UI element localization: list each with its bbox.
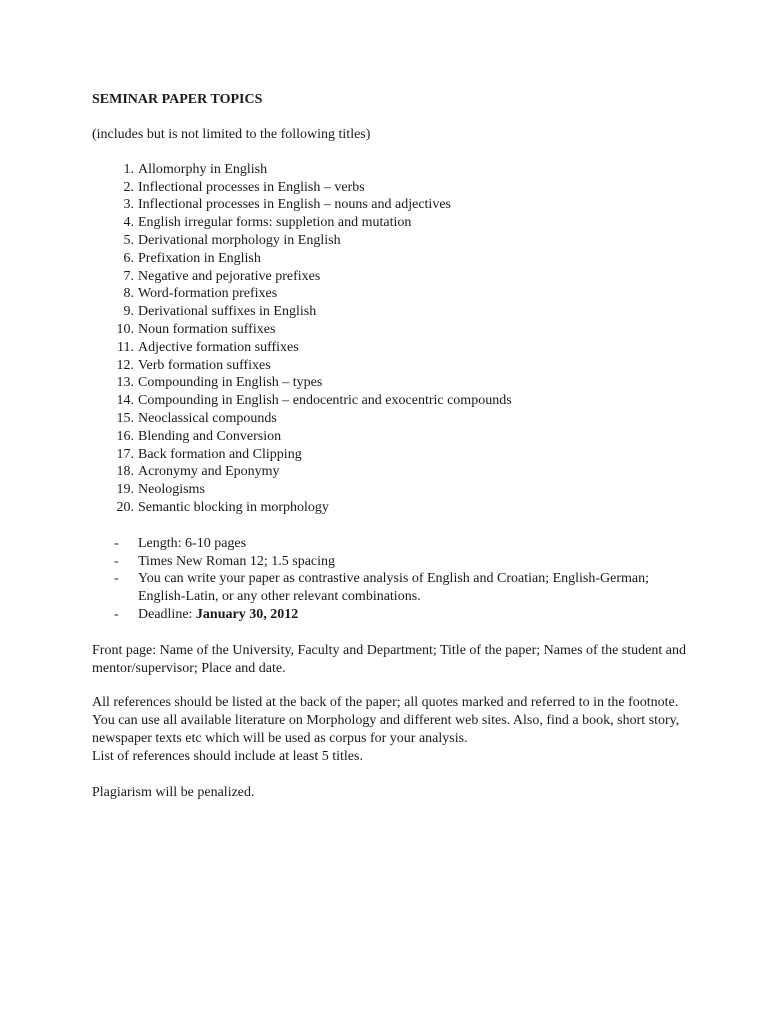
topic-title: Inflectional processes in English – nouns and adjectives	[138, 197, 451, 213]
topic-title: Negative and pejorative prefixes	[138, 268, 321, 284]
list-item: 9. Derivational suffixes in English	[123, 304, 317, 320]
list-item: 3. Inflectional processes in English – nouns and adjectives	[123, 197, 451, 213]
list-item: 8. Word-formation prefixes	[123, 286, 278, 302]
list-item: 2. Inflectional processes in English – verbs	[123, 179, 365, 195]
topic-title: Blending and Conversion	[138, 428, 282, 444]
list-item: 20. Semantic blocking in morphology	[116, 499, 329, 515]
list-item: 18. Acronymy and Eponymy	[116, 464, 280, 480]
list-item: 6. Prefixation in English	[123, 250, 261, 266]
topic-title: Semantic blocking in morphology	[138, 499, 329, 515]
topic-list	[92, 161, 692, 517]
deadline-label: Deadline:	[138, 606, 196, 622]
references-paragraph: List of references should include at least 5 titles.	[92, 748, 363, 764]
topic-title: Acronymy and Eponymy	[138, 464, 280, 480]
list-item: 19. Neologisms	[116, 482, 205, 498]
topic-title: Neoclassical compounds	[138, 410, 277, 426]
plagiarism-note: Plagiarism will be penalized.	[92, 784, 255, 800]
topic-title: Neologisms	[138, 482, 205, 498]
topic-title: Back formation and Clipping	[138, 446, 302, 462]
document-page	[92, 91, 692, 801]
list-item: 4. English irregular forms: suppletion and mutation	[123, 215, 412, 231]
topic-title: Verb formation suffixes	[138, 357, 271, 373]
list-item: 5. Derivational morphology in English	[123, 232, 341, 248]
list-item: 15. Neoclassical compounds	[116, 410, 277, 426]
list-item: 11. Adjective formation suffixes	[117, 339, 299, 355]
requirements-list	[92, 535, 692, 624]
list-item: 16. Blending and Conversion	[116, 428, 282, 444]
topic-title: English irregular forms: suppletion and mutation	[138, 215, 412, 231]
list-item: 10. Noun formation suffixes	[116, 321, 276, 337]
document-subtitle: (includes but is not limited to the following titles)	[92, 127, 371, 142]
list-item: 14. Compounding in English – endocentric and exocentric compounds	[116, 393, 512, 409]
references-paragraph: All references should be listed at the back of the paper; all quotes marked and referred to in the footnote.	[92, 695, 679, 711]
topic-title: Inflectional processes in English – verbs	[138, 179, 365, 195]
topic-title: Compounding in English – types	[138, 375, 323, 391]
front-page-instructions: Front page: Name of the University, Faculty and Department; Title of the paper; Names of the student and mentor/supervisor; Place and date.	[92, 642, 686, 676]
topic-title: Noun formation suffixes	[138, 321, 276, 337]
references-paragraph: You can use all available literature on Morphology and different web sites. Also, find a book, short story, newspaper texts etc which will be used as corpus for your analysis.	[92, 713, 680, 746]
topic-title: Word-formation prefixes	[138, 286, 278, 302]
requirement-font: - Times New Roman 12; 1.5 spacing	[114, 553, 336, 569]
topic-title: Derivational morphology in English	[138, 232, 341, 248]
requirement-contrastive: - You can write your paper as contrastive analysis of English and Croatian; English-German; English-Latin, or any other relevant combinations.	[114, 571, 650, 605]
topic-title: Derivational suffixes in English	[138, 304, 317, 320]
list-item: 13. Compounding in English – types	[116, 375, 323, 391]
document-title: SEMINAR PAPER TOPICS	[92, 92, 263, 107]
list-item: 1. Allomorphy in English	[123, 161, 268, 177]
topic-title: Adjective formation suffixes	[138, 339, 299, 355]
requirement-length: - Length: 6-10 pages	[114, 535, 247, 551]
topic-title: Allomorphy in English	[138, 161, 268, 177]
list-item: 7. Negative and pejorative prefixes	[123, 268, 321, 284]
deadline-date: January 30, 2012	[195, 606, 299, 622]
list-item: 17. Back formation and Clipping	[116, 446, 302, 462]
topic-title: Prefixation in English	[138, 250, 261, 266]
references-section	[92, 694, 692, 765]
requirement-deadline: - Deadline: January 30, 2012	[114, 606, 299, 622]
list-item: 12. Verb formation suffixes	[116, 357, 271, 373]
topic-title: Compounding in English – endocentric and exocentric compounds	[138, 393, 512, 409]
